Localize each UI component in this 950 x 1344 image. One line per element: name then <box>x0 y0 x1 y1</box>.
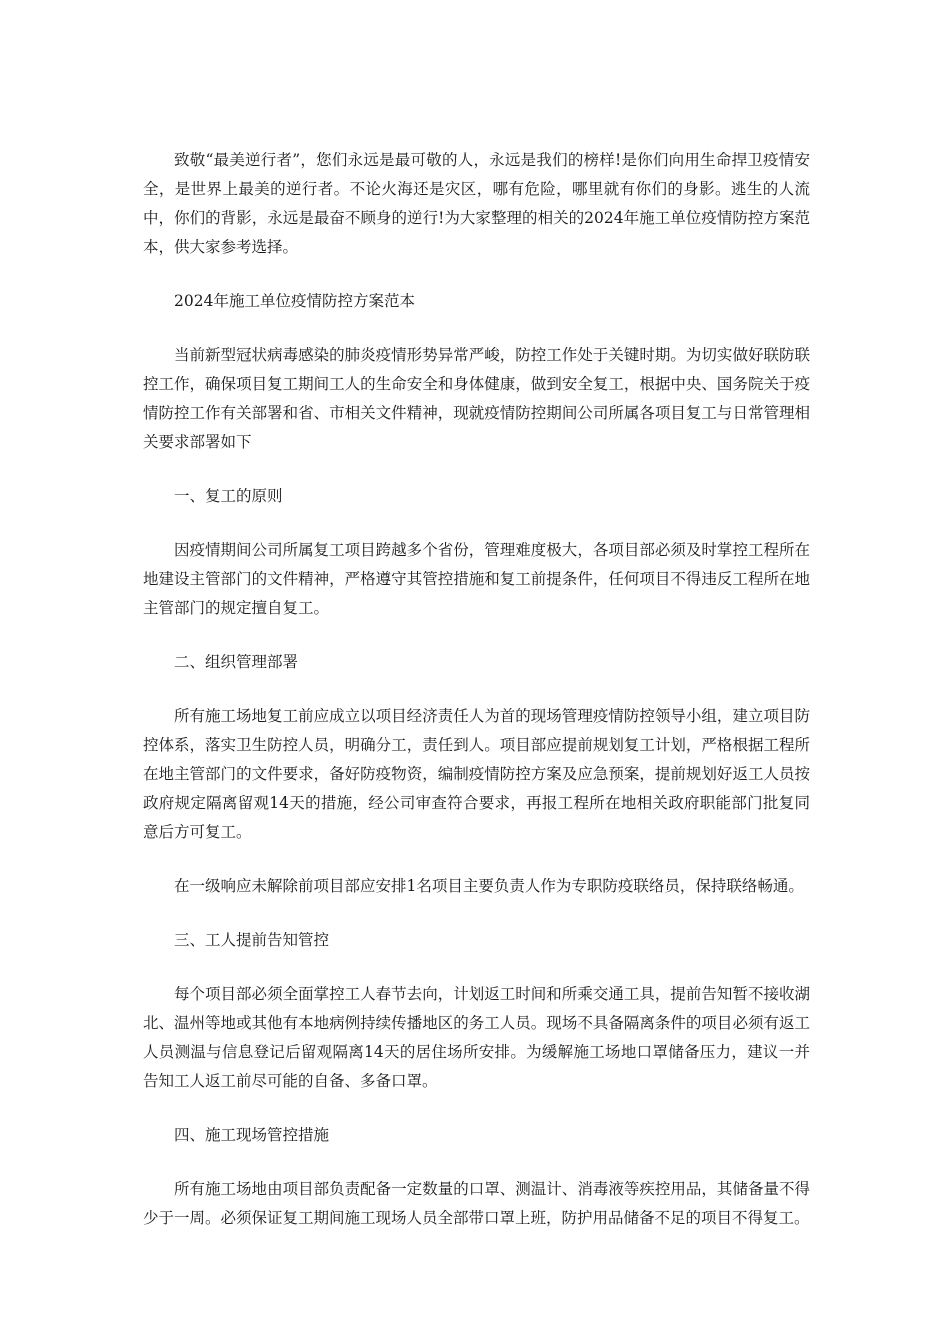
section-3-heading: 三、工人提前告知管控 <box>174 931 330 949</box>
intro-paragraph: 致敬“最美逆行者”，您们永远是最可敬的人，永远是我们的榜样!是你们向用生命捍卫疫情安全，是世界上最美的逆行者。不论火海还是灾区，哪有危险，哪里就有你们的身影。逃生的人流中，你们的背影，永远是最奋不顾身的逆行!为大家整理的相关的2024年施工单位疫情防控方案范本，供大家参考选择。 <box>143 151 810 256</box>
section-1-heading: 一、复工的原则 <box>174 487 283 505</box>
section-4-paragraph: 所有施工场地由项目部负责配备一定数量的口罩、测温计、消毒液等疾控用品，其储备量不得少于一周。必须保证复工期间施工现场人员全部带口罩上班，防护用品储备不足的项目不得复工。 <box>143 1180 810 1227</box>
document-title: 2024年施工单位疫情防控方案范本 <box>174 292 415 310</box>
section-1-paragraph: 因疫情期间公司所属复工项目跨越多个省份，管理难度极大，各项目部必须及时掌控工程所在地建设主管部门的文件精神，严格遵守其管控措施和复工前提条件，任何项目不得违反工程所在地主管部门的规定擅自复工。 <box>143 541 810 617</box>
preamble-paragraph: 当前新型冠状病毒感染的肺炎疫情形势异常严峻，防控工作处于关键时期。为切实做好联防联控工作，确保项目复工期间工人的生命安全和身体健康，做到安全复工，根据中央、国务院关于疫情防控工作有关部署和省、市相关文件精神，现就疫情防控期间公司所属各项目复工与日常管理相关要求部署如下 <box>143 346 810 451</box>
section-3-paragraph: 每个项目部必须全面掌控工人春节去向，计划返工时间和所乘交通工具，提前告知暂不接收湖北、温州等地或其他有本地病例持续传播地区的务工人员。现场不具备隔离条件的项目必须有返工人员测温与信息登记后留观隔离14天的居住场所安排。为缓解施工场地口罩储备压力，建议一并告知工人返工前尽可能的自备、多备口罩。 <box>143 985 810 1090</box>
section-4-heading: 四、施工现场管控措施 <box>174 1126 330 1144</box>
section-2-paragraph-2: 在一级响应未解除前项目部应安排1名项目主要负责人作为专职防疫联络员，保持联络畅通。 <box>174 877 804 895</box>
document-page <box>143 146 810 1258</box>
section-2-heading: 二、组织管理部署 <box>174 653 299 671</box>
section-2-paragraph-1: 所有施工场地复工前应成立以项目经济责任人为首的现场管理疫情防控领导小组，建立项目防控体系，落实卫生防控人员，明确分工，责任到人。项目部应提前规划复工计划，严格根据工程所在地主管部门的文件要求，备好防疫物资，编制疫情防控方案及应急预案，提前规划好返工人员按政府规定隔离留观14天的措施，经公司审查符合要求，再报工程所在地相关政府职能部门批复同意后方可复工。 <box>143 707 810 841</box>
